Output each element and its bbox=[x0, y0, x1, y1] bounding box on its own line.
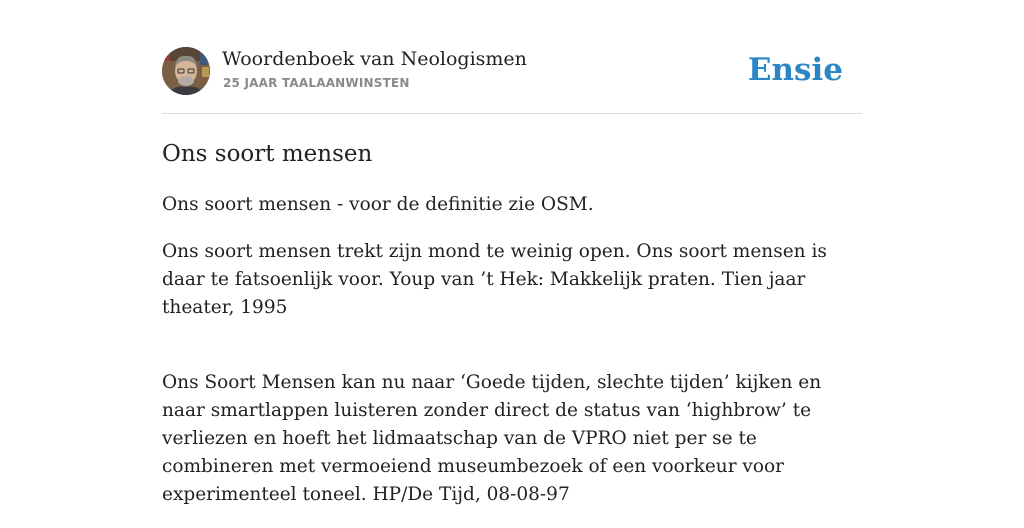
entry-quote-1: Ons soort mensen trekt zijn mond te weinig open. Ons soort mensen is daar te fatsoenlijk voor. Youp van ’t Hek: Makkelijk praten. Tien jaar theater, 1995 bbox=[162, 241, 827, 318]
entry-title: Ons soort mensen bbox=[162, 141, 373, 167]
site-subtitle: 25 JAAR TAALAANWINSTEN bbox=[223, 76, 410, 90]
avatar-image bbox=[162, 47, 210, 95]
entry-content bbox=[162, 114, 862, 509]
paragraph-spacer bbox=[162, 341, 862, 369]
entry-card bbox=[162, 46, 862, 528]
brand-logo-link[interactable]: Ensie bbox=[747, 52, 843, 88]
site-title[interactable]: Woordenboek van Neologismen bbox=[222, 48, 527, 70]
author-avatar[interactable] bbox=[162, 47, 210, 95]
entry-quote-2: Ons Soort Mensen kan nu naar ‘Goede tijden, slechte tijden’ kijken en naar smartlappen luisteren zonder direct de status van ‘highbrow’ te verliezen en hoeft het lidmaatschap van de VPRO niet per se te combineren met vermoeiend museumbezoek of een voorkeur voor experimenteel toneel. HP/De Tijd, 08-08-97 bbox=[162, 372, 822, 505]
entry-definition: Ons soort mensen - voor de definitie zie OSM. bbox=[162, 194, 594, 215]
header bbox=[162, 46, 862, 114]
